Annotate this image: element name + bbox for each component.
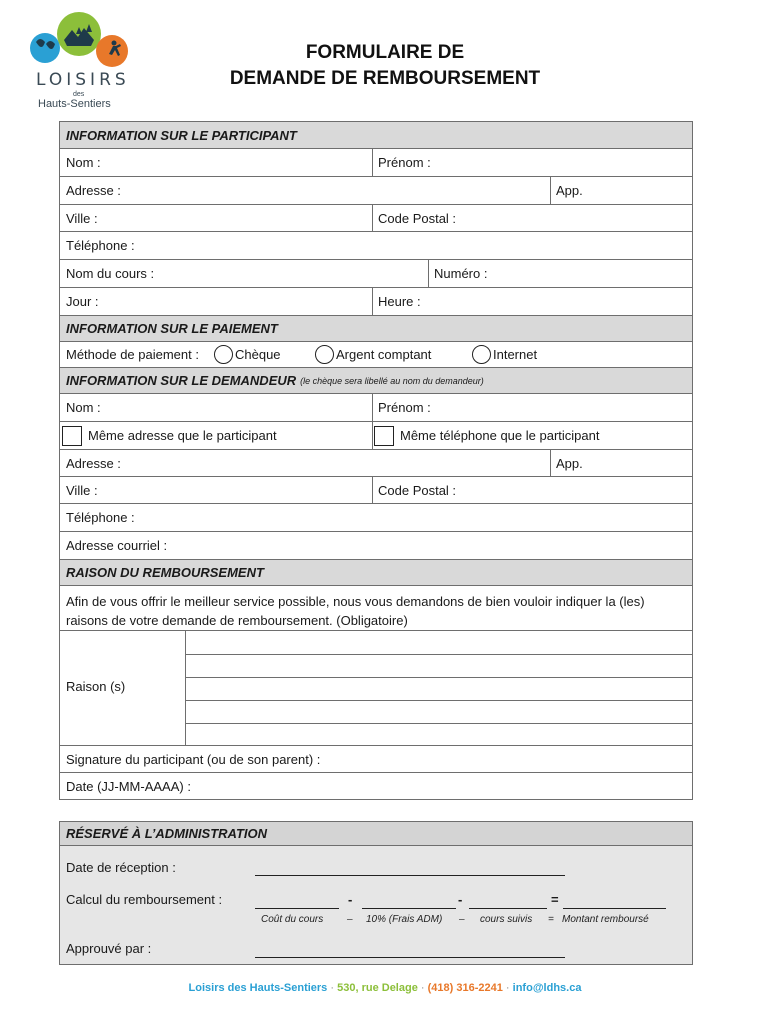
signature-row xyxy=(60,745,692,772)
checkbox-icon[interactable] xyxy=(374,426,394,446)
requester-email-row xyxy=(60,531,692,559)
participant-code-postal-field[interactable]: Code Postal : xyxy=(378,210,457,226)
footer-separator: · xyxy=(330,982,335,994)
equals-sign: = xyxy=(551,892,559,907)
reception-date-line[interactable] xyxy=(255,875,565,876)
signature-field[interactable]: Signature du participant (ou de son parent) : xyxy=(66,751,321,767)
requester-address-row xyxy=(60,449,692,476)
logo-word: LOISIRS xyxy=(36,70,130,90)
reception-date-label: Date de réception : xyxy=(66,860,176,875)
reimbursement-form xyxy=(59,121,693,800)
reason-block xyxy=(60,630,692,745)
participant-adresse-field[interactable]: Adresse : xyxy=(66,183,121,198)
footer-address: 530, rue Delage xyxy=(337,982,418,994)
radio-icon[interactable] xyxy=(214,345,233,364)
requester-ville-field[interactable]: Ville : xyxy=(66,482,98,498)
reason-header: RAISON DU REMBOURSEMENT xyxy=(60,559,692,585)
minus-sign: - xyxy=(348,892,353,907)
logo-subtitle: Hauts-Sentiers xyxy=(38,98,111,110)
fees-line[interactable] xyxy=(362,908,456,909)
same-address-checkbox[interactable]: Même adresse que le participant xyxy=(60,422,372,449)
fees-caption: 10% (Frais ADM) xyxy=(366,914,443,925)
participant-heure-field[interactable]: Heure : xyxy=(378,294,421,309)
reason-line[interactable] xyxy=(186,677,692,700)
participant-nom-field[interactable]: Nom : xyxy=(66,155,101,170)
courses-caption: cours suivis xyxy=(480,914,533,925)
requester-city-row xyxy=(60,476,692,503)
admin-header: RÉSERVÉ À L’ADMINISTRATION xyxy=(60,822,692,846)
date-row xyxy=(60,772,692,799)
requester-code-postal-field[interactable]: Code Postal : xyxy=(378,482,457,498)
participant-app-field[interactable]: App. xyxy=(556,183,583,198)
reason-intro-line2: raisons de votre demande de remboursement. (Obligatoire) xyxy=(66,613,408,628)
participant-header: INFORMATION SUR LE PARTICIPANT xyxy=(60,122,692,148)
cost-caption: Coût du cours xyxy=(261,914,324,925)
radio-icon[interactable] xyxy=(315,345,334,364)
reason-line[interactable] xyxy=(186,700,692,723)
requester-name-row xyxy=(60,393,692,421)
footer-email[interactable]: info@ldhs.ca xyxy=(512,982,582,994)
reason-line[interactable] xyxy=(186,654,692,677)
participant-day-row xyxy=(60,287,692,315)
dash-caption: – xyxy=(347,914,353,925)
payment-header: INFORMATION SUR LE PAIEMENT xyxy=(60,315,692,341)
participant-jour-field[interactable]: Jour : xyxy=(66,294,99,309)
footer-org: Loisirs des Hauts-Sentiers xyxy=(188,982,328,994)
reason-line[interactable] xyxy=(186,631,692,654)
equals-caption: = xyxy=(548,914,554,925)
approved-line[interactable] xyxy=(255,957,565,958)
amount-line[interactable] xyxy=(563,908,666,909)
participant-ville-field[interactable]: Ville : xyxy=(66,210,98,226)
requester-same-row xyxy=(60,421,692,449)
participant-nom-cours-field[interactable]: Nom du cours : xyxy=(66,266,155,281)
reason-line[interactable] xyxy=(186,723,692,746)
page-title-line2: DEMANDE DE REMBOURSEMENT xyxy=(229,68,541,89)
dash-caption: – xyxy=(459,914,465,925)
footer xyxy=(0,982,770,994)
date-field[interactable]: Date (JJ-MM-AAAA) : xyxy=(66,778,191,794)
checkbox-icon[interactable] xyxy=(62,426,82,446)
payment-option-internet[interactable]: Internet xyxy=(472,342,537,367)
amount-caption: Montant remboursé xyxy=(562,914,649,925)
requester-adresse-field[interactable]: Adresse : xyxy=(66,455,121,471)
approved-label: Approuvé par : xyxy=(66,941,152,956)
participant-prenom-field[interactable]: Prénom : xyxy=(378,155,431,170)
courses-line[interactable] xyxy=(469,908,547,909)
requester-nom-field[interactable]: Nom : xyxy=(66,400,101,415)
radio-icon[interactable] xyxy=(472,345,491,364)
requester-phone-row xyxy=(60,503,692,531)
payment-option-cash[interactable]: Argent comptant xyxy=(315,342,431,367)
requester-app-field[interactable]: App. xyxy=(556,455,583,471)
reason-intro xyxy=(60,585,692,630)
requester-courriel-field[interactable]: Adresse courriel : xyxy=(66,538,168,553)
reason-intro-line1: Afin de vous offrir le meilleur service possible, nous vous demandons de bien vouloir indiquer la (les) xyxy=(66,594,645,609)
payment-method-label: Méthode de paiement : xyxy=(66,347,199,362)
participant-name-row xyxy=(60,148,692,176)
participant-address-row xyxy=(60,176,692,204)
minus-sign: - xyxy=(458,892,463,907)
reason-label: Raison (s) xyxy=(66,679,126,694)
requester-telephone-field[interactable]: Téléphone : xyxy=(66,510,135,525)
requester-prenom-field[interactable]: Prénom : xyxy=(378,400,431,415)
page-title-line1: FORMULAIRE DE xyxy=(305,42,465,63)
logo-des: des xyxy=(73,91,85,98)
participant-phone-row xyxy=(60,231,692,259)
participant-telephone-field[interactable]: Téléphone : xyxy=(66,238,135,253)
footer-separator: · xyxy=(420,982,425,994)
cost-line[interactable] xyxy=(255,908,339,909)
participant-numero-field[interactable]: Numéro : xyxy=(434,266,488,281)
footer-separator: · xyxy=(505,982,510,994)
reason-lines xyxy=(185,631,692,745)
payment-option-cheque[interactable]: Chèque xyxy=(214,342,281,367)
footer-phone: (418) 316-2241 xyxy=(427,982,503,994)
same-phone-checkbox[interactable]: Même téléphone que le participant xyxy=(372,422,692,449)
admin-section xyxy=(59,821,693,965)
participant-city-row xyxy=(60,204,692,231)
requester-header: INFORMATION SUR LE DEMANDEUR (le chèque sera libellé au nom du demandeur) xyxy=(60,367,692,393)
calculation-label: Calcul du remboursement : xyxy=(66,892,223,907)
payment-method-row xyxy=(60,341,692,367)
participant-course-row xyxy=(60,259,692,287)
